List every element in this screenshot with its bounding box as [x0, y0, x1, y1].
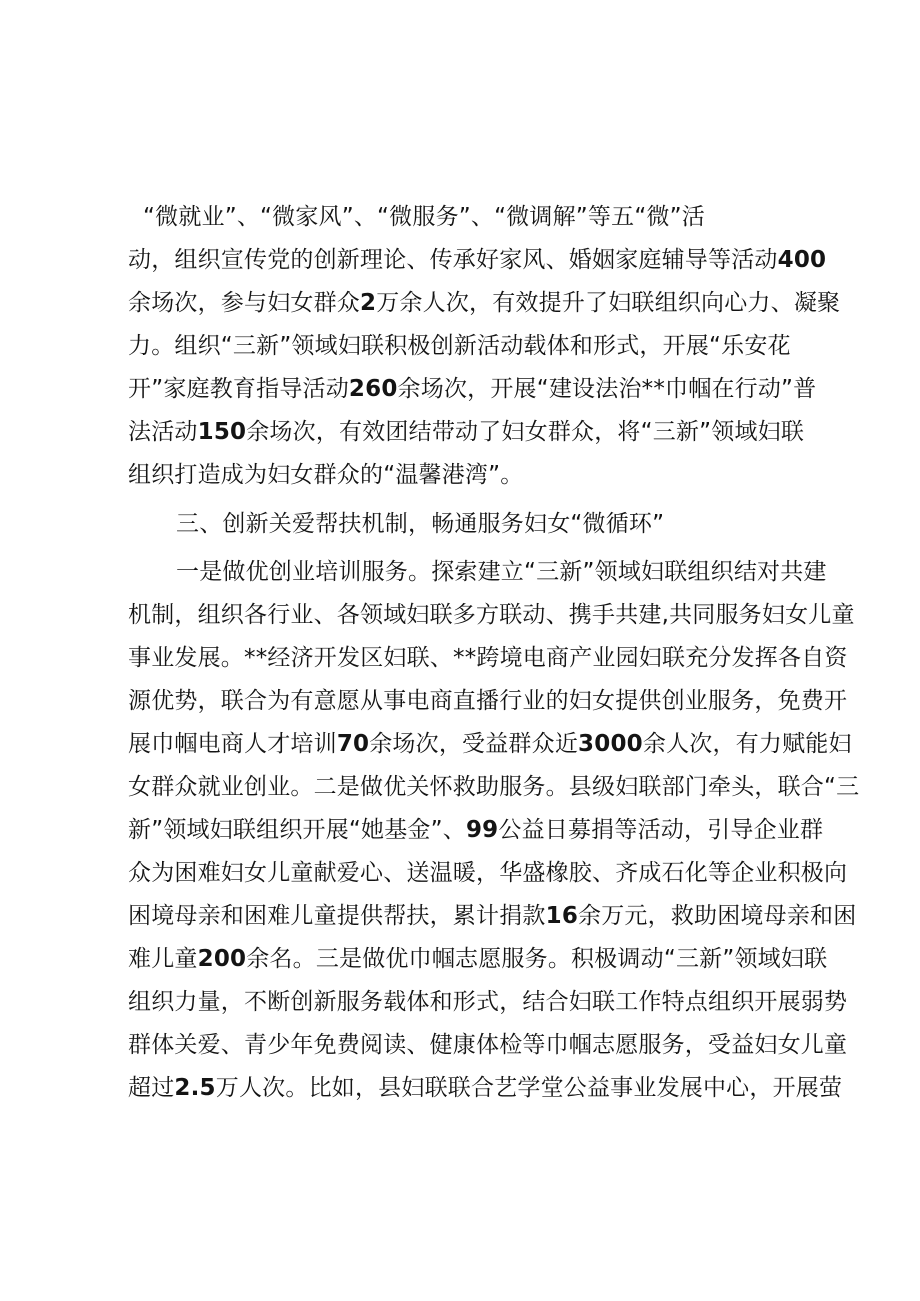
- text-line: 组织打造成为妇女群众的“温馨港湾”。: [128, 462, 524, 488]
- text-line: 展巾帼电商人才培训70余场次，受益群众近3000余人次，有力赋能妇: [128, 731, 852, 757]
- section-heading: 三、创新关爱帮扶机制，畅通服务妇女“微循环”: [176, 511, 665, 537]
- text-line: 新”领域妇联组织开展“她基金”、99公益日募捐等活动，引导企业群: [128, 817, 824, 843]
- text-line: 开”家庭教育指导活动260余场次，开展“建设法治**巾帼在行动”普: [128, 376, 817, 402]
- text-line: “微就业”、“微家风”、“微服务”、“微调解”等五“微”活: [143, 204, 705, 230]
- text-line: 事业发展。**经济开发区妇联、**跨境电商产业园妇联充分发挥各自资: [128, 645, 848, 671]
- text-line: 动，组织宣传党的创新理论、传承好家风、婚姻家庭辅导等活动400: [128, 247, 827, 273]
- text-line: 法活动150余场次，有效团结带动了妇女群众，将“三新”领域妇联: [128, 419, 805, 445]
- text-line: 组织力量，不断创新服务载体和形式，结合妇联工作特点组织开展弱势: [128, 989, 848, 1015]
- text-line: 机制，组织各行业、各领域妇联多方联动、携手共建,共同服务妇女儿童: [128, 602, 855, 628]
- text-line: 难儿童200余名。三是做优巾帼志愿服务。积极调动“三新”领域妇联: [128, 946, 828, 972]
- text-line: 余场次，参与妇女群众2万余人次，有效提升了妇联组织向心力、凝聚: [128, 290, 841, 316]
- text-line: 一是做优创业培训服务。探索建立“三新”领域妇联组织结对共建: [176, 559, 827, 585]
- text-line: 众为困难妇女儿童献爱心、送温暖，华盛橡胶、齐成石化等企业积极向: [128, 860, 848, 886]
- text-line: 源优势，联合为有意愿从事电商直播行业的妇女提供创业服务，免费开: [128, 688, 848, 714]
- text-line: 超过2.5万人次。比如，县妇联联合艺学堂公益事业发展中心，开展萤: [128, 1075, 843, 1101]
- text-line: 困境母亲和困难儿童提供帮扶，累计捐款16余万元，救助困境母亲和困: [128, 903, 857, 929]
- text-line: 力。组织“三新”领域妇联积极创新活动载体和形式，开展“乐安花: [128, 333, 791, 359]
- text-line: 女群众就业创业。二是做优关怀救助服务。县级妇联部门牵头，联合“三: [128, 774, 860, 800]
- text-line: 群体关爱、青少年免费阅读、健康体检等巾帼志愿服务，受益妇女儿童: [128, 1032, 848, 1058]
